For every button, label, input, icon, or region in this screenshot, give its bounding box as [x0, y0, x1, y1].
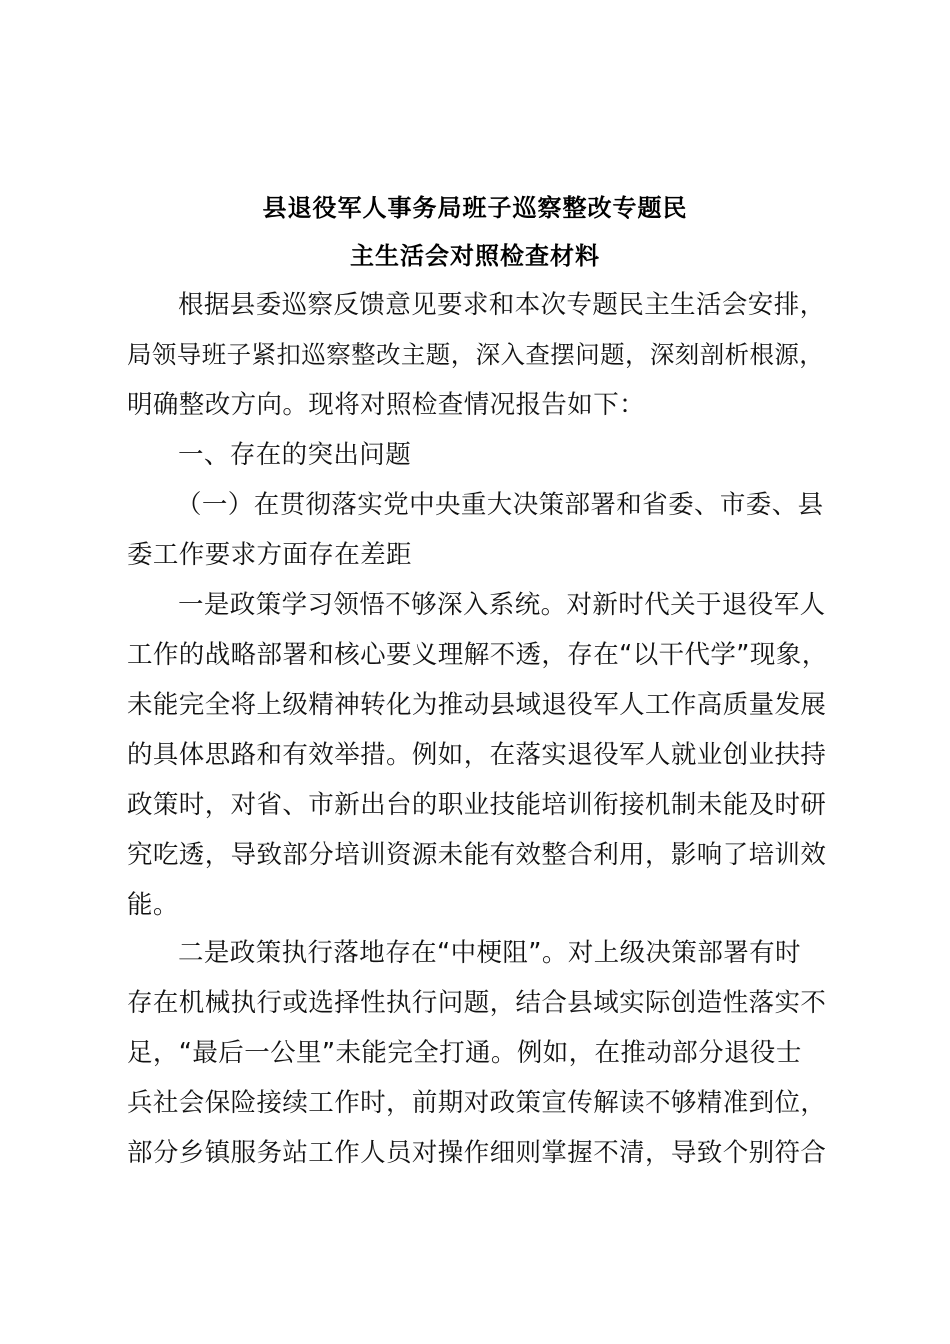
paragraph-point-2-line: 足，“最后一公里”未能完全打通。例如，在推动部分退役士 [127, 1038, 802, 1068]
paragraph-intro-line: 局领导班子紧扣巡察整改主题，深入查摆问题，深刻剖析根源， [127, 340, 825, 369]
paragraph-point-1-line: 一是政策学习领悟不够深入系统。对新时代关于退役军人 [178, 590, 826, 620]
paragraph-point-1-line: 能。 [127, 890, 179, 920]
subsection-heading-line: （一）在贯彻落实党中央重大决策部署和省委、市委、县 [176, 490, 824, 520]
paragraph-point-1-line: 的具体思路和有效举措。例如，在落实退役军人就业创业扶持 [127, 740, 827, 770]
paragraph-point-1-line: 未能完全将上级精神转化为推动县域退役军人工作高质量发展 [127, 690, 827, 720]
subsection-heading-line: 委工作要求方面存在差距 [127, 540, 412, 570]
section-heading: 一、存在的突出问题 [178, 440, 412, 470]
paragraph-point-1-line: 究吃透，导致部分培训资源未能有效整合利用，影响了培训效 [127, 840, 827, 870]
document-title-line-1: 县退役军人事务局班子巡察整改专题民 [262, 193, 688, 222]
paragraph-point-2-line: 部分乡镇服务站工作人员对操作细则掌握不清，导致个别符合 [127, 1138, 827, 1168]
paragraph-point-1-line: 工作的战略部署和核心要义理解不透，存在“以干代学”现象， [127, 640, 828, 670]
paragraph-point-1-line: 政策时，对省、市新出台的职业技能培训衔接机制未能及时研 [127, 790, 827, 820]
paragraph-point-2-line: 存在机械执行或选择性执行问题，结合县域实际创造性落实不 [127, 988, 827, 1018]
paragraph-intro-line: 根据县委巡察反馈意见要求和本次专题民主生活会安排， [178, 290, 826, 320]
paragraph-point-2-line: 兵社会保险接续工作时，前期对政策宣传解读不够精准到位， [127, 1088, 827, 1118]
document-title-line-2: 主生活会对照检查材料 [350, 241, 600, 270]
paragraph-intro-line: 明确整改方向。现将对照检查情况报告如下： [127, 390, 646, 420]
paragraph-point-2-line: 二是政策执行落地存在“中梗阻”。对上级决策部署有时 [178, 938, 801, 968]
